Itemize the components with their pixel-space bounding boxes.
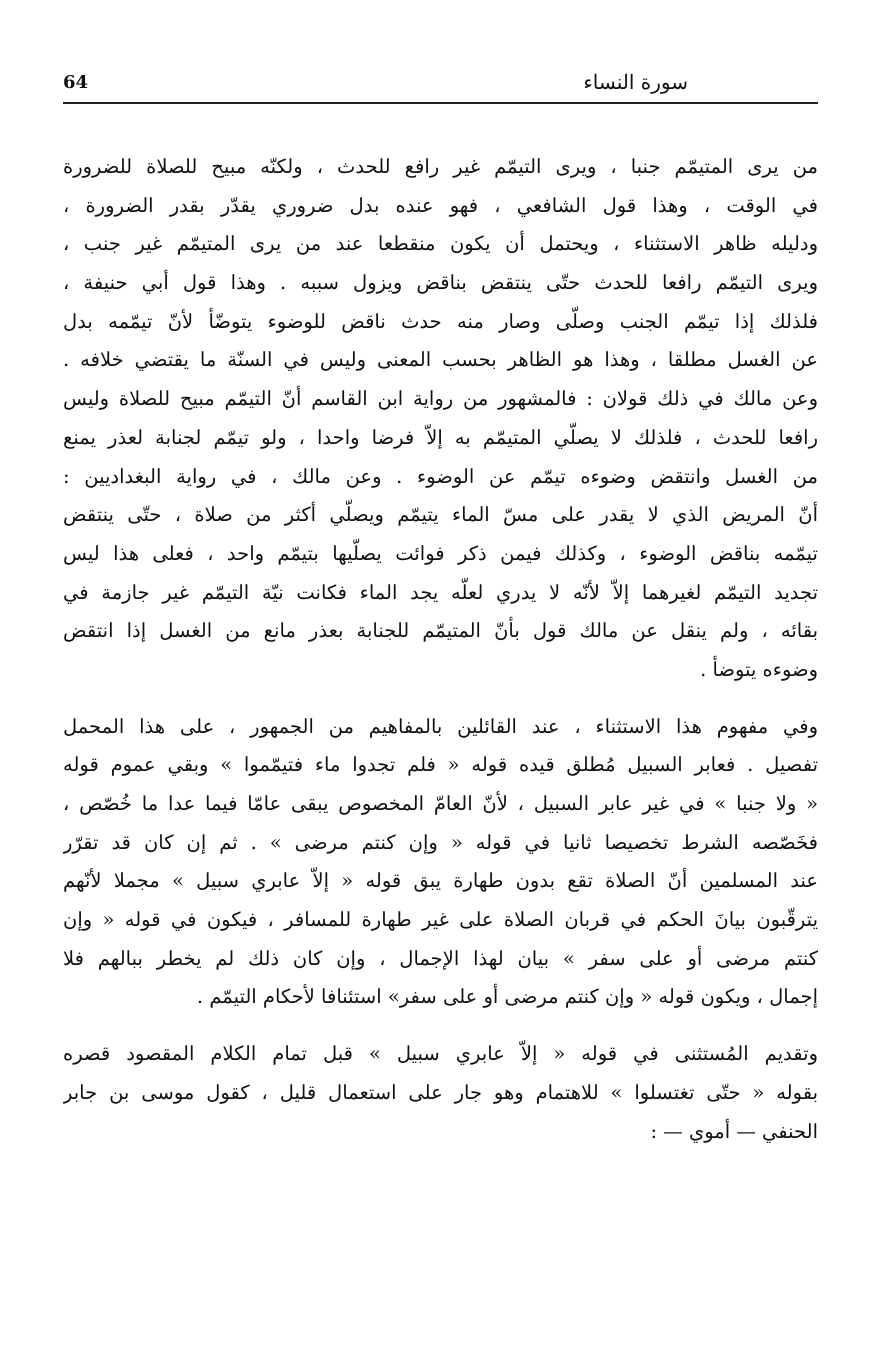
text-line: ودليله ظاهر الاستثناء ، ويحتمل أن يكون منقطعا عند من يرى المتيمّم غير جنب ، [63, 232, 818, 256]
text-line: الحنفي — أموي — : [650, 1119, 818, 1143]
text-line: من الغسل وانتقض وضوءه تيمّم عن الوضوء . وعن مالك ، في رواية البغداديين : [63, 464, 818, 488]
text-line: ويرى التيمّم رافعا للحدث حتّى ينتقض بناقض ويزول سببه . وهذا قول أبي حنيفة ، [63, 271, 818, 295]
text-line: عند المسلمين أنّ الصلاة تقع بدون طهارة يبق قوله « إلاّ عابري سبيل » مجملا لأنّهم [63, 869, 818, 893]
text-line: من يرى المتيمّم جنبا ، ويرى التيمّم غير رافع للحدث ، ولكنّه مبيح للصلاة للضرورة [63, 155, 818, 178]
page-header [63, 62, 818, 104]
paragraph [63, 708, 818, 1018]
text-line: تيمّمه بناقض الوضوء ، وكذلك فيمن ذكر فوائت يصلّيها بتيمّم واحد ، فعلى هذا ليس [63, 541, 818, 565]
text-line: كنتم مرضى أو على سفر » بيان لهذا الإجمال ، وإن كان ذلك لم يخطر ببالهم فلا [63, 946, 818, 970]
text-line: وعن مالك في ذلك قولان : فالمشهور من رواية ابن القاسم أنّ التيمّم مبيح للصلاة وليس [63, 387, 818, 411]
text-line: أنّ المريض الذي لا يقدر على مسّ الماء يتيمّم ويصلّي أكثر من صلاة ، حتّى ينتقض [63, 503, 818, 527]
text-line: وفي مفهوم هذا الاستثناء ، عند القائلين بالمفاهيم من الجمهور ، على هذا المحمل [63, 714, 818, 738]
text-line: رافعا للحدث ، فلذلك لا يصلّي المتيمّم به إلاّ فرضا واحدا ، ولو تيمّم لجنابة لعذر يمنع [63, 425, 818, 449]
text-line: عن الغسل مطلقا ، وهذا هو الظاهر بحسب المعنى وليس في السنّة ما يقتضي خلافه . [63, 348, 818, 372]
text-line: وتقديم المُستثنى في قوله « إلاّ عابري سبيل » قبل تمام الكلام المقصود قصره [63, 1042, 818, 1066]
page-number: 64 [63, 71, 89, 93]
body-text [63, 148, 818, 1151]
text-line: إجمال ، ويكون قوله « وإن كنتم مرضى أو على سفر» استئنافا لأحكام التيمّم . [196, 985, 818, 1009]
running-title: سورة النساء [583, 70, 688, 94]
text-line: يترقّبون بيانَ الحكم في قربان الصلاة على غير طهارة للمسافر ، فيكون في قوله « وإن [63, 908, 818, 932]
text-line: بقوله « حتّى تغتسلوا » للاهتمام وهو جار على استعمال قليل ، كقول موسى بن جابر [63, 1080, 818, 1104]
text-line: تفصيل . فعابر السبيل مُطلق قيده قوله « فلم تجدوا ماء فتيمّموا » وبقي عموم قوله [63, 753, 818, 777]
text-line: في الوقت ، وهذا قول الشافعي ، فهو عنده بدل ضروري يقدّر بقدر الضرورة ، [63, 193, 818, 217]
text-line: بقائه ، ولم ينقل عن مالك قول بأنّ المتيمّم للجنابة بعذر مانع من الغسل إذا انتقض [63, 619, 818, 643]
text-line: فلذلك إذا تيمّم الجنب وصلّى وصار منه حدث ناقض للوضوء يتوضّأ لأنّ تيمّمه بدل [63, 309, 818, 333]
text-line: « ولا جنبا » في غير عابر السبيل ، لأنّ العامّ المخصوص يبقى عامّا فيما عدا ما خُصّص ، [63, 792, 818, 815]
text-line: وضوءه يتوضأ . [700, 657, 818, 681]
text-line: فخَصّصه الشرط تخصيصا ثانيا في قوله « وإن كنتم مرضى » . ثم إن كان قد تقرّر [63, 830, 818, 854]
paragraph [63, 1035, 818, 1151]
text-line: تجديد التيمّم لغيرهما إلاّ لأنّه لا يدري لعلّه يجد الماء فكانت نيّة التيمّم غير جازمة في [63, 580, 818, 604]
paragraph [63, 148, 818, 690]
